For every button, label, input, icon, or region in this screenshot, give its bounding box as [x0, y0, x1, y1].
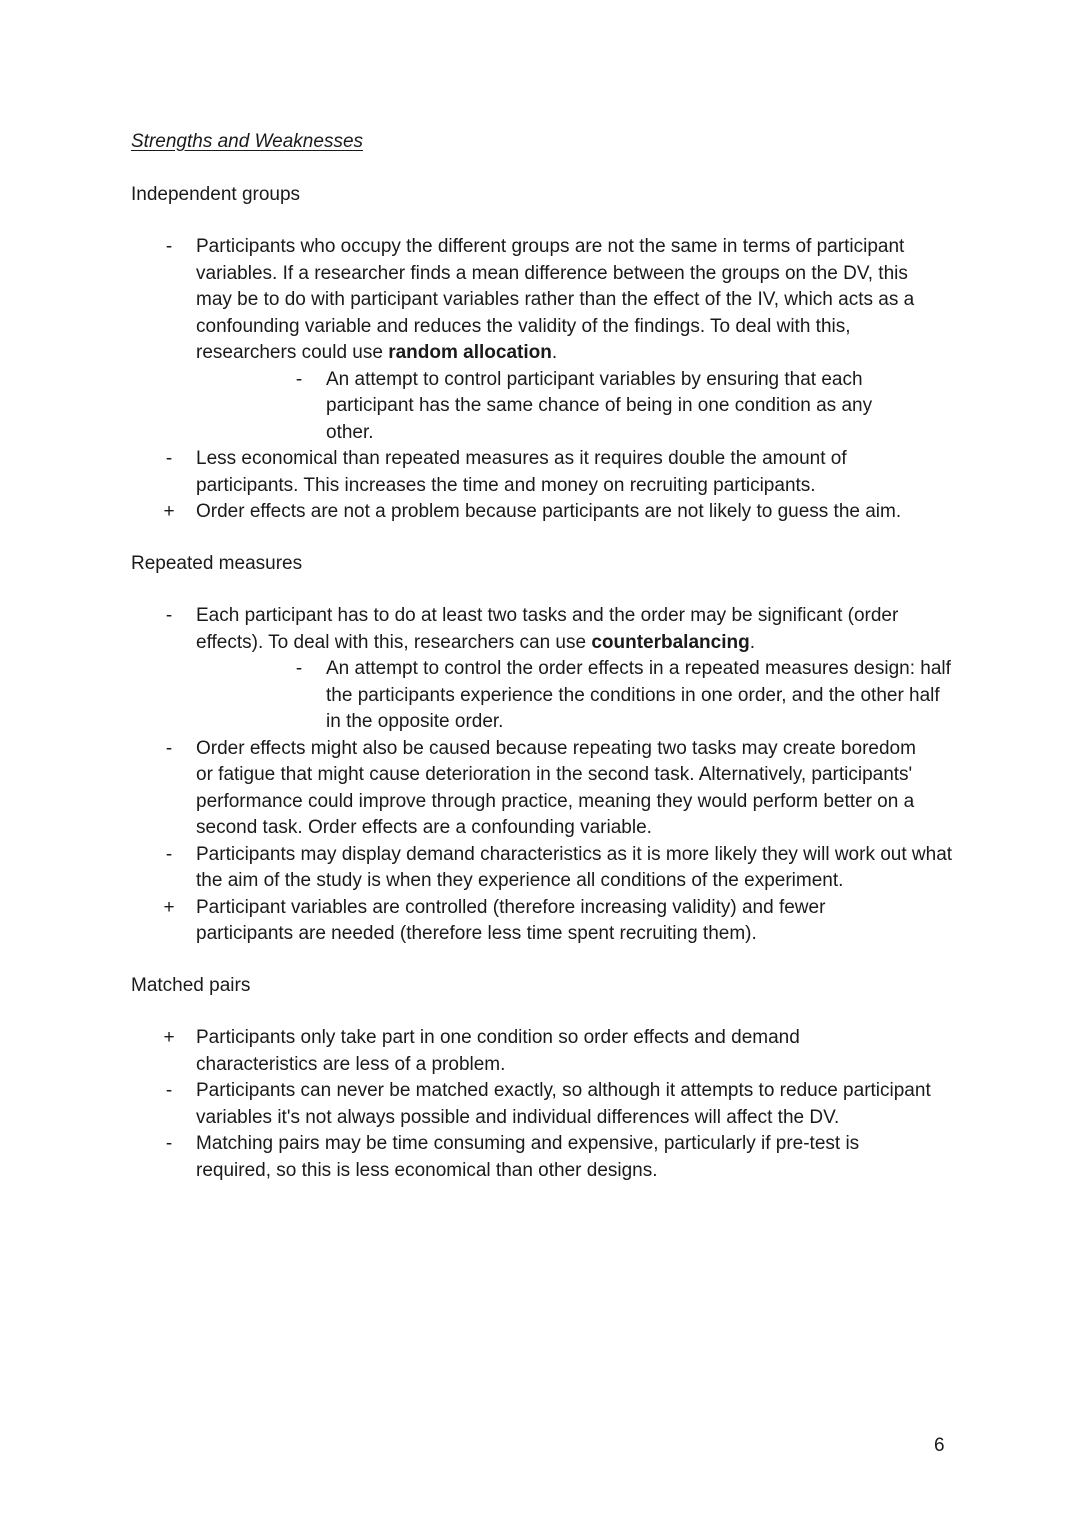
page-title: Strengths and Weaknesses — [131, 131, 364, 152]
list-item-text: Order effects might also be caused because repeating two tasks may create boredom or fatigue that might cause deterioration in the second task. Alternatively, participants' performance could improve through practice, meaning they would perform better on a second task. Order effects are a confounding variable. — [196, 737, 916, 838]
plus-marker: + — [163, 896, 175, 918]
plus-marker: + — [163, 1027, 175, 1048]
list-item — [131, 603, 961, 656]
section-repeated-measures — [131, 603, 961, 948]
bullet-marker: - — [165, 236, 173, 257]
list-item-text: Participants only take part in one condition so order effects and demand characteristics are less of a problem. — [196, 1027, 800, 1075]
list-item-text: Participant variables are controlled (therefore increasing validity) and fewer participants are needed (therefore less time spent recruiting them). — [196, 896, 826, 944]
list-item-text: Participants who occupy the different groups are not the same in terms of participant variables. If a researcher finds a mean difference between the groups on the DV, this may be to do with participant variables rather than the effect of the IV, which acts as a confounding variable and reduces the validity of the findings. To deal with this, researchers could use — [196, 236, 915, 363]
list-item-text: Each participant has to do at least two tasks and the order may be significant (order effects). To deal with this, researchers can use — [196, 605, 899, 653]
list-item-text-end: . — [551, 342, 558, 363]
section-heading-independent-groups: Independent groups — [131, 184, 301, 205]
bullet-marker: - — [165, 448, 173, 469]
list-item-text: Participants may display demand characteristics as it is more likely they will work out what the aim of the study is when they experience all conditions of the experiment. — [196, 843, 953, 891]
bullet-marker: - — [165, 1080, 173, 1101]
page-number: 6 — [934, 1435, 945, 1456]
sub-list-item — [131, 656, 961, 736]
section-matched-pairs — [131, 1025, 961, 1184]
list-item — [131, 446, 961, 499]
list-item — [131, 1078, 961, 1131]
bullet-marker: - — [165, 737, 173, 759]
list-item-text: Order effects are not a problem because participants are not likely to guess the aim. — [196, 501, 902, 522]
bullet-marker: - — [165, 605, 173, 626]
list-item — [131, 895, 961, 948]
list-item — [131, 736, 961, 842]
list-item — [131, 1131, 961, 1184]
sub-list-item-text: An attempt to control participant variables by ensuring that each participant has the same chance of being in one condition as any other. — [326, 368, 873, 443]
sub-list-item — [131, 367, 961, 447]
plus-marker: + — [163, 501, 175, 522]
section-independent-groups — [131, 234, 961, 526]
list-item — [131, 1025, 961, 1078]
bullet-marker: - — [295, 658, 303, 679]
sub-list-item-text: An attempt to control the order effects in a repeated measures design: half the participants experience the conditions in one order, and the other half in the opposite order. — [326, 658, 951, 732]
key-term: random allocation — [388, 342, 552, 363]
list-item — [131, 842, 961, 895]
key-term: counterbalancing — [591, 631, 750, 653]
list-item — [131, 499, 961, 526]
section-heading-repeated-measures: Repeated measures — [131, 553, 303, 574]
section-heading-matched-pairs: Matched pairs — [131, 975, 251, 996]
bullet-marker: - — [165, 1133, 173, 1154]
list-item-text-end: . — [749, 631, 755, 653]
bullet-marker: - — [165, 843, 173, 865]
list-item — [131, 234, 961, 367]
bullet-marker: - — [295, 368, 303, 390]
list-item-text: Matching pairs may be time consuming and expensive, particularly if pre-test is required, so this is less economical than other designs. — [196, 1133, 860, 1181]
list-item-text: Less economical than repeated measures as it requires double the amount of participants. This increases the time and money on recruiting participants. — [196, 448, 847, 496]
list-item-text: Participants can never be matched exactly, so although it attempts to reduce participant variables it's not always possible and individual differences will affect the DV. — [196, 1080, 931, 1128]
